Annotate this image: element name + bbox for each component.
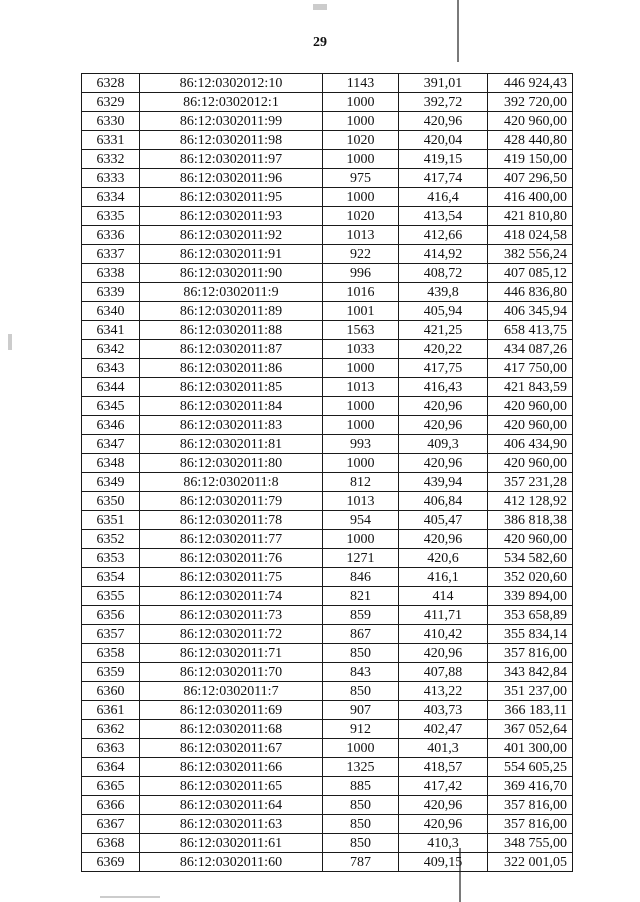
table-row [82,796,573,815]
price-cell: 414,92 [399,245,488,264]
price-cell: 410,42 [399,625,488,644]
table-row [82,359,573,378]
area-cell: 1271 [323,549,399,568]
table-row [82,644,573,663]
row-number-cell: 6335 [82,207,140,226]
total-cell: 420 960,00 [488,416,573,435]
table-row [82,112,573,131]
table-row [82,625,573,644]
table-row [82,758,573,777]
cadastral-number-cell: 86:12:0302011:75 [140,568,323,587]
area-cell: 1000 [323,416,399,435]
area-cell: 1016 [323,283,399,302]
table-row [82,93,573,112]
row-number-cell: 6347 [82,435,140,454]
price-cell: 409,15 [399,853,488,872]
total-cell: 357 816,00 [488,796,573,815]
table-row [82,283,573,302]
cadastral-number-cell: 86:12:0302011:68 [140,720,323,739]
cadastral-number-cell: 86:12:0302012:1 [140,93,323,112]
total-cell: 367 052,64 [488,720,573,739]
cadastral-number-cell: 86:12:0302011:76 [140,549,323,568]
area-cell: 1325 [323,758,399,777]
price-cell: 412,66 [399,226,488,245]
price-cell: 417,42 [399,777,488,796]
price-cell: 402,47 [399,720,488,739]
area-cell: 1020 [323,207,399,226]
row-number-cell: 6333 [82,169,140,188]
cadastral-number-cell: 86:12:0302011:95 [140,188,323,207]
area-cell: 787 [323,853,399,872]
scan-smudge-bottom [100,896,160,898]
total-cell: 369 416,70 [488,777,573,796]
area-cell: 1033 [323,340,399,359]
total-cell: 357 816,00 [488,815,573,834]
area-cell: 846 [323,568,399,587]
scan-smudge-top [313,4,327,10]
cadastral-number-cell: 86:12:0302011:83 [140,416,323,435]
row-number-cell: 6342 [82,340,140,359]
price-cell: 406,84 [399,492,488,511]
cadastral-number-cell: 86:12:0302011:79 [140,492,323,511]
row-number-cell: 6354 [82,568,140,587]
total-cell: 416 400,00 [488,188,573,207]
table-row [82,777,573,796]
data-table [81,73,573,872]
cadastral-number-cell: 86:12:0302011:66 [140,758,323,777]
cadastral-number-cell: 86:12:0302011:85 [140,378,323,397]
cadastral-number-cell: 86:12:0302011:92 [140,226,323,245]
cadastral-number-cell: 86:12:0302011:97 [140,150,323,169]
cadastral-number-cell: 86:12:0302011:63 [140,815,323,834]
row-number-cell: 6329 [82,93,140,112]
table-row [82,302,573,321]
cadastral-number-cell: 86:12:0302011:90 [140,264,323,283]
price-cell: 413,22 [399,682,488,701]
cadastral-number-cell: 86:12:0302011:64 [140,796,323,815]
price-cell: 405,94 [399,302,488,321]
cadastral-number-cell: 86:12:0302011:93 [140,207,323,226]
row-number-cell: 6355 [82,587,140,606]
total-cell: 357 231,28 [488,473,573,492]
cadastral-number-cell: 86:12:0302011:74 [140,587,323,606]
price-cell: 416,1 [399,568,488,587]
price-cell: 421,25 [399,321,488,340]
cadastral-number-cell: 86:12:0302011:91 [140,245,323,264]
table-row [82,131,573,150]
cadastral-number-cell: 86:12:0302011:89 [140,302,323,321]
table-row [82,226,573,245]
row-number-cell: 6359 [82,663,140,682]
table-row [82,454,573,473]
price-cell: 411,71 [399,606,488,625]
area-cell: 1000 [323,530,399,549]
table-row [82,682,573,701]
area-cell: 821 [323,587,399,606]
price-cell: 420,96 [399,112,488,131]
total-cell: 419 150,00 [488,150,573,169]
price-cell: 420,96 [399,397,488,416]
table-row [82,207,573,226]
area-cell: 1013 [323,492,399,511]
total-cell: 446 924,43 [488,74,573,93]
price-cell: 420,96 [399,815,488,834]
table-row [82,340,573,359]
table-body [82,74,573,872]
total-cell: 434 087,26 [488,340,573,359]
table-row [82,549,573,568]
cadastral-number-cell: 86:12:0302011:96 [140,169,323,188]
row-number-cell: 6357 [82,625,140,644]
area-cell: 1013 [323,378,399,397]
cadastral-number-cell: 86:12:0302011:80 [140,454,323,473]
row-number-cell: 6366 [82,796,140,815]
cadastral-number-cell: 86:12:0302011:70 [140,663,323,682]
row-number-cell: 6350 [82,492,140,511]
table-row [82,492,573,511]
price-cell: 410,3 [399,834,488,853]
row-number-cell: 6369 [82,853,140,872]
cadastral-number-cell: 86:12:0302011:84 [140,397,323,416]
cadastral-number-cell: 86:12:0302011:8 [140,473,323,492]
table-row [82,530,573,549]
row-number-cell: 6363 [82,739,140,758]
scan-smudge-left [8,334,12,350]
area-cell: 850 [323,644,399,663]
row-number-cell: 6341 [82,321,140,340]
table-row [82,435,573,454]
row-number-cell: 6361 [82,701,140,720]
table-row [82,416,573,435]
total-cell: 353 658,89 [488,606,573,625]
row-number-cell: 6353 [82,549,140,568]
row-number-cell: 6344 [82,378,140,397]
total-cell: 343 842,84 [488,663,573,682]
area-cell: 993 [323,435,399,454]
price-cell: 419,15 [399,150,488,169]
table-row [82,853,573,872]
cadastral-number-cell: 86:12:0302012:10 [140,74,323,93]
total-cell: 406 345,94 [488,302,573,321]
row-number-cell: 6348 [82,454,140,473]
total-cell: 355 834,14 [488,625,573,644]
table-row [82,473,573,492]
price-cell: 416,4 [399,188,488,207]
area-cell: 922 [323,245,399,264]
total-cell: 420 960,00 [488,530,573,549]
table-row [82,321,573,340]
area-cell: 1143 [323,74,399,93]
area-cell: 1000 [323,188,399,207]
row-number-cell: 6330 [82,112,140,131]
area-cell: 996 [323,264,399,283]
area-cell: 1000 [323,93,399,112]
table-row [82,663,573,682]
price-cell: 420,04 [399,131,488,150]
row-number-cell: 6339 [82,283,140,302]
cadastral-number-cell: 86:12:0302011:71 [140,644,323,663]
price-cell: 417,74 [399,169,488,188]
price-cell: 416,43 [399,378,488,397]
area-cell: 1000 [323,739,399,758]
cadastral-number-cell: 86:12:0302011:78 [140,511,323,530]
total-cell: 339 894,00 [488,587,573,606]
area-cell: 1563 [323,321,399,340]
cadastral-number-cell: 86:12:0302011:7 [140,682,323,701]
price-cell: 420,96 [399,530,488,549]
area-cell: 850 [323,834,399,853]
table-row [82,378,573,397]
row-number-cell: 6343 [82,359,140,378]
cadastral-number-cell: 86:12:0302011:60 [140,853,323,872]
price-cell: 409,3 [399,435,488,454]
row-number-cell: 6360 [82,682,140,701]
area-cell: 885 [323,777,399,796]
total-cell: 658 413,75 [488,321,573,340]
row-number-cell: 6338 [82,264,140,283]
area-cell: 1000 [323,454,399,473]
price-cell: 392,72 [399,93,488,112]
price-cell: 418,57 [399,758,488,777]
table-row [82,739,573,758]
total-cell: 392 720,00 [488,93,573,112]
price-cell: 420,6 [399,549,488,568]
area-cell: 859 [323,606,399,625]
table-row [82,606,573,625]
total-cell: 386 818,38 [488,511,573,530]
total-cell: 406 434,90 [488,435,573,454]
total-cell: 351 237,00 [488,682,573,701]
page-number: 29 [313,35,327,50]
area-cell: 954 [323,511,399,530]
price-cell: 391,01 [399,74,488,93]
price-cell: 405,47 [399,511,488,530]
cadastral-number-cell: 86:12:0302011:73 [140,606,323,625]
total-cell: 357 816,00 [488,644,573,663]
total-cell: 421 843,59 [488,378,573,397]
total-cell: 382 556,24 [488,245,573,264]
row-number-cell: 6346 [82,416,140,435]
row-number-cell: 6328 [82,74,140,93]
cadastral-number-cell: 86:12:0302011:81 [140,435,323,454]
table-row [82,511,573,530]
table-row [82,397,573,416]
area-cell: 850 [323,815,399,834]
area-cell: 843 [323,663,399,682]
row-number-cell: 6336 [82,226,140,245]
area-cell: 1001 [323,302,399,321]
total-cell: 322 001,05 [488,853,573,872]
price-cell: 420,96 [399,416,488,435]
cadastral-number-cell: 86:12:0302011:99 [140,112,323,131]
row-number-cell: 6331 [82,131,140,150]
area-cell: 850 [323,682,399,701]
price-cell: 420,96 [399,796,488,815]
row-number-cell: 6334 [82,188,140,207]
table-row [82,74,573,93]
price-cell: 439,8 [399,283,488,302]
price-cell: 420,96 [399,454,488,473]
area-cell: 1000 [323,112,399,131]
total-cell: 446 836,80 [488,283,573,302]
total-cell: 407 085,12 [488,264,573,283]
total-cell: 428 440,80 [488,131,573,150]
total-cell: 407 296,50 [488,169,573,188]
table-row [82,834,573,853]
row-number-cell: 6332 [82,150,140,169]
price-cell: 407,88 [399,663,488,682]
row-number-cell: 6367 [82,815,140,834]
price-cell: 417,75 [399,359,488,378]
area-cell: 1000 [323,397,399,416]
total-cell: 420 960,00 [488,112,573,131]
row-number-cell: 6358 [82,644,140,663]
total-cell: 418 024,58 [488,226,573,245]
row-number-cell: 6362 [82,720,140,739]
cadastral-number-cell: 86:12:0302011:88 [140,321,323,340]
scan-edge-mark-top-right [457,0,459,62]
cadastral-number-cell: 86:12:0302011:87 [140,340,323,359]
area-cell: 912 [323,720,399,739]
total-cell: 421 810,80 [488,207,573,226]
area-cell: 907 [323,701,399,720]
total-cell: 412 128,92 [488,492,573,511]
cadastral-number-cell: 86:12:0302011:61 [140,834,323,853]
price-cell: 413,54 [399,207,488,226]
price-cell: 420,22 [399,340,488,359]
row-number-cell: 6365 [82,777,140,796]
row-number-cell: 6351 [82,511,140,530]
area-cell: 850 [323,796,399,815]
cadastral-number-cell: 86:12:0302011:72 [140,625,323,644]
total-cell: 534 582,60 [488,549,573,568]
area-cell: 1013 [323,226,399,245]
price-cell: 408,72 [399,264,488,283]
price-cell: 401,3 [399,739,488,758]
area-cell: 1020 [323,131,399,150]
cadastral-number-cell: 86:12:0302011:67 [140,739,323,758]
total-cell: 420 960,00 [488,397,573,416]
row-number-cell: 6352 [82,530,140,549]
area-cell: 1000 [323,359,399,378]
row-number-cell: 6337 [82,245,140,264]
cadastral-number-cell: 86:12:0302011:77 [140,530,323,549]
cadastral-number-cell: 86:12:0302011:86 [140,359,323,378]
table-row [82,188,573,207]
table-row [82,701,573,720]
cadastral-number-cell: 86:12:0302011:69 [140,701,323,720]
table-row [82,169,573,188]
table-row [82,568,573,587]
total-cell: 554 605,25 [488,758,573,777]
table-row [82,587,573,606]
total-cell: 417 750,00 [488,359,573,378]
price-cell: 439,94 [399,473,488,492]
total-cell: 366 183,11 [488,701,573,720]
row-number-cell: 6349 [82,473,140,492]
row-number-cell: 6364 [82,758,140,777]
table-row [82,720,573,739]
area-cell: 975 [323,169,399,188]
total-cell: 348 755,00 [488,834,573,853]
price-cell: 403,73 [399,701,488,720]
table-row [82,150,573,169]
cadastral-number-cell: 86:12:0302011:98 [140,131,323,150]
area-cell: 867 [323,625,399,644]
price-cell: 414 [399,587,488,606]
area-cell: 1000 [323,150,399,169]
row-number-cell: 6356 [82,606,140,625]
cadastral-number-cell: 86:12:0302011:9 [140,283,323,302]
total-cell: 420 960,00 [488,454,573,473]
area-cell: 812 [323,473,399,492]
table-row [82,815,573,834]
total-cell: 401 300,00 [488,739,573,758]
row-number-cell: 6368 [82,834,140,853]
total-cell: 352 020,60 [488,568,573,587]
table-row [82,264,573,283]
cadastral-number-cell: 86:12:0302011:65 [140,777,323,796]
price-cell: 420,96 [399,644,488,663]
row-number-cell: 6345 [82,397,140,416]
table-row [82,245,573,264]
row-number-cell: 6340 [82,302,140,321]
